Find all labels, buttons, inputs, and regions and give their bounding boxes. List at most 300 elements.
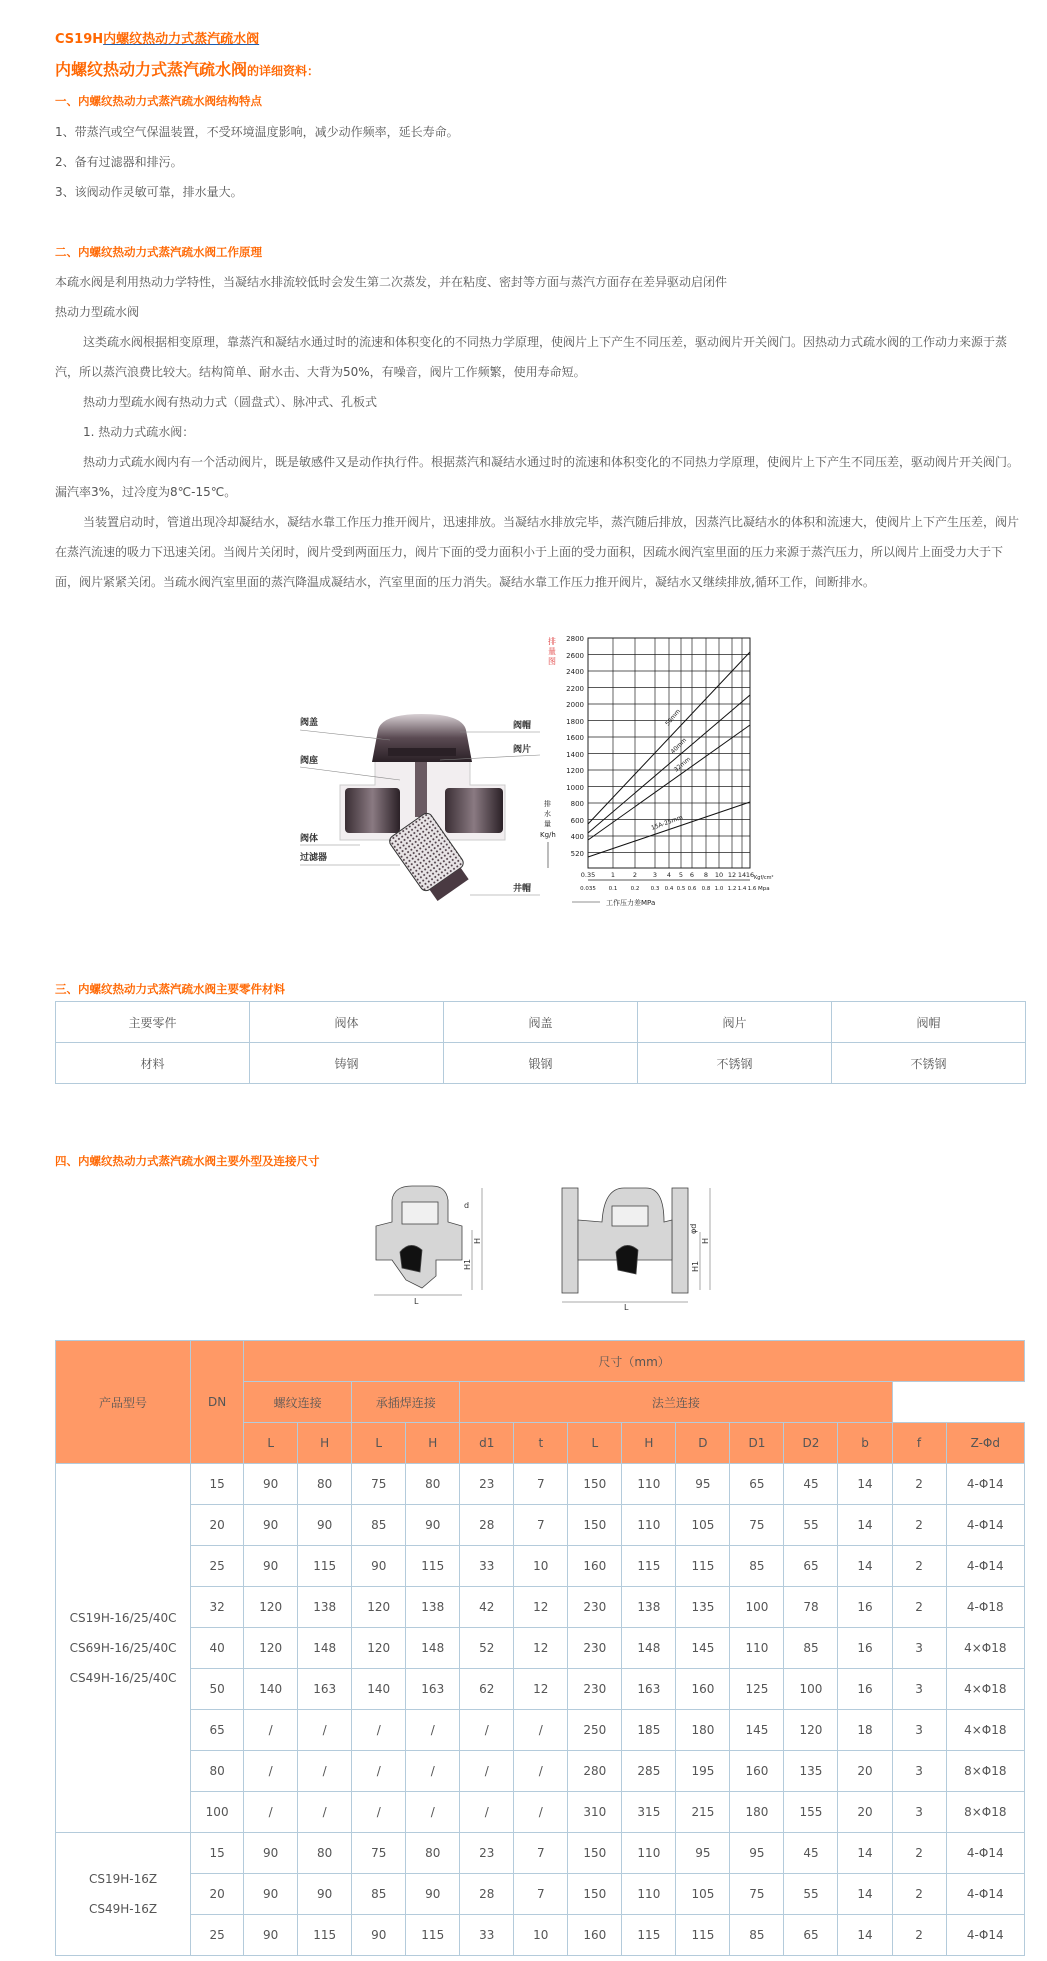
table-cell: 145 <box>730 1710 784 1751</box>
section1-heading: 一、内螺纹热动力式蒸汽疏水阀结构特点 <box>55 94 262 108</box>
table-cell: 4-Φ14 <box>946 1546 1024 1587</box>
table-cell: 90 <box>244 1505 298 1546</box>
valve-cross-section-image <box>300 700 540 905</box>
table-cell: 115 <box>298 1915 352 1956</box>
dn-cell: 15 <box>191 1833 244 1874</box>
table-cell: 105 <box>676 1505 730 1546</box>
table-cell: 85 <box>352 1505 406 1546</box>
svg-text:0.6: 0.6 <box>687 886 697 892</box>
svg-text:12: 12 <box>727 871 737 879</box>
table-cell: 80 <box>298 1833 352 1874</box>
table-cell: / <box>244 1751 298 1792</box>
col-header: b <box>838 1423 892 1464</box>
label-cap: 阀帽 <box>513 721 532 731</box>
dn-cell: 15 <box>191 1464 244 1505</box>
table-cell: 2 <box>892 1587 946 1628</box>
feature-item-1: 1、带蒸汽或空气保温装置，不受环境温度影响，减少动作频率，延长寿命。 <box>55 125 459 139</box>
table-cell: 145 <box>676 1628 730 1669</box>
svg-text:400: 400 <box>570 833 584 841</box>
svg-text:1.6: 1.6 <box>747 886 757 892</box>
table-cell: 110 <box>622 1464 676 1505</box>
table-cell: 90 <box>352 1546 406 1587</box>
table-cell: 4-Φ14 <box>946 1915 1024 1956</box>
table-cell: 14 <box>838 1833 892 1874</box>
col-header: f <box>892 1423 946 1464</box>
svg-text:2: 2 <box>632 871 638 879</box>
principle-paragraph-4: 热动力式疏水阀内有一个活动阀片，既是敏感件又是动作执行件。根据蒸汽和凝结水通过时的流速和体积变化的不同热力学原理，使阀片上下产生不同压差，驱动阀片开关阀门。漏汽率3%，过冷度为8℃-15℃。 <box>55 455 1020 499</box>
table-row <box>56 1710 1025 1751</box>
table-cell: 80 <box>298 1464 352 1505</box>
table-cell: 115 <box>406 1546 460 1587</box>
table-cell: 150 <box>568 1464 622 1505</box>
table-cell: 110 <box>622 1874 676 1915</box>
svg-text:1800: 1800 <box>566 718 584 726</box>
table-cell: 65 <box>730 1464 784 1505</box>
label-body: 阀体 <box>300 834 319 844</box>
model-name: CS49H-16Z <box>89 1902 158 1916</box>
dn-cell: 25 <box>191 1546 244 1587</box>
col-header: H <box>298 1423 352 1464</box>
table-cell: 7 <box>514 1833 568 1874</box>
table-row <box>56 1464 1025 1505</box>
svg-text:2000: 2000 <box>566 701 584 709</box>
svg-text:0.3: 0.3 <box>650 886 660 892</box>
table-cell: 4-Φ14 <box>946 1464 1024 1505</box>
table-row <box>56 1546 1025 1587</box>
valve-cutaway-icon <box>300 700 540 905</box>
svg-text:L: L <box>414 1297 419 1306</box>
table-cell: 160 <box>730 1751 784 1792</box>
table-cell: 16 <box>838 1628 892 1669</box>
table-cell: 180 <box>676 1710 730 1751</box>
header-dn: DN <box>191 1341 244 1464</box>
table-cell: 85 <box>784 1628 838 1669</box>
svg-text:3: 3 <box>652 871 658 879</box>
table-row <box>56 1874 1025 1915</box>
table-row <box>56 1505 1025 1546</box>
table-cell: 115 <box>406 1915 460 1956</box>
feature-item-3: 3、该阀动作灵敏可靠，排水量大。 <box>55 185 243 199</box>
table-cell: 110 <box>622 1833 676 1874</box>
table-cell: 12 <box>514 1628 568 1669</box>
table-row <box>56 1833 1025 1874</box>
principle-paragraph-1: 这类疏水阀根据相变原理，靠蒸汽和凝结水通过时的流速和体积变化的不同热力学原理，使阀片上下产生不同压差，驱动阀片开关阀门。因热动力式疏水阀的工作动力来源于蒸汽，所以蒸汽浪费比较大。结构简单、耐水击、大背为50%，有噪音，阀片工作频繁，使用寿命短。 <box>55 335 1008 379</box>
discharge-chart-svg <box>540 630 800 920</box>
col-header: H <box>406 1423 460 1464</box>
section4-heading: 四、内螺纹热动力式蒸汽疏水阀主要外型及连接尺寸 <box>55 1154 320 1168</box>
col-header: L <box>568 1423 622 1464</box>
table-cell: 65 <box>784 1546 838 1587</box>
table-row <box>56 1628 1025 1669</box>
table-cell: 310 <box>568 1792 622 1833</box>
table-cell: 7 <box>514 1874 568 1915</box>
table-cell: 90 <box>244 1464 298 1505</box>
table-cell: 75 <box>730 1874 784 1915</box>
table-cell: 195 <box>676 1751 730 1792</box>
table-cell: 2 <box>892 1833 946 1874</box>
header-thread: 螺纹连接 <box>244 1382 352 1423</box>
table-cell: 115 <box>676 1546 730 1587</box>
principle-intro: 本疏水阀是利用热动力学特性，当凝结水排流较低时会发生第二次蒸发，并在粘度、密封等方面与蒸汽方面存在差异驱动启闭件 <box>55 275 728 289</box>
table-cell: 14 <box>838 1464 892 1505</box>
svg-text:1600: 1600 <box>566 734 584 742</box>
table-cell: 150 <box>568 1874 622 1915</box>
model-cell <box>56 1464 191 1833</box>
svg-text:600: 600 <box>570 817 584 825</box>
svg-text:水: 水 <box>544 810 551 818</box>
product-title <box>55 28 259 47</box>
x-axis-label: 工作压力差MPa <box>606 899 656 907</box>
table-cell: 65 <box>784 1915 838 1956</box>
table-cell: 阀帽 <box>832 1002 1026 1043</box>
table-cell: 7 <box>514 1505 568 1546</box>
dn-cell: 50 <box>191 1669 244 1710</box>
chart-title-char-1: 排 <box>548 637 556 646</box>
svg-text:1000: 1000 <box>566 784 584 792</box>
table-cell: 110 <box>730 1628 784 1669</box>
table-cell: 14 <box>838 1546 892 1587</box>
svg-text:2800: 2800 <box>566 635 584 643</box>
table-cell: 主要零件 <box>56 1002 250 1043</box>
model-name: CS19H-16/25/40C <box>69 1611 177 1625</box>
table-cell: 95 <box>676 1464 730 1505</box>
dn-cell: 25 <box>191 1915 244 1956</box>
table-cell: / <box>352 1792 406 1833</box>
table-cell: 8×Φ18 <box>946 1792 1024 1833</box>
svg-text:H1: H1 <box>463 1258 472 1270</box>
col-header: L <box>244 1423 298 1464</box>
svg-text:Kgf/cm²: Kgf/cm² <box>754 875 774 881</box>
col-header: L <box>352 1423 406 1464</box>
table-cell: 163 <box>622 1669 676 1710</box>
table-row <box>56 1002 1026 1043</box>
svg-text:8: 8 <box>703 871 709 879</box>
svg-text:520: 520 <box>570 850 584 858</box>
dimension-drawing-icon <box>362 1180 720 1310</box>
table-cell: 23 <box>460 1833 514 1874</box>
table-cell: 不锈钢 <box>832 1043 1026 1084</box>
table-cell: 90 <box>406 1874 460 1915</box>
table-cell: 4-Φ14 <box>946 1505 1024 1546</box>
table-cell: 155 <box>784 1792 838 1833</box>
col-header: D2 <box>784 1423 838 1464</box>
table-cell: 3 <box>892 1669 946 1710</box>
table-cell: 230 <box>568 1587 622 1628</box>
table-cell: 100 <box>730 1587 784 1628</box>
table-cell: 铸钢 <box>250 1043 444 1084</box>
table-cell: 28 <box>460 1874 514 1915</box>
table-cell: 78 <box>784 1587 838 1628</box>
table-cell: 110 <box>622 1505 676 1546</box>
svg-text:15A-25mm: 15A-25mm <box>650 813 684 832</box>
svg-text:H: H <box>473 1237 482 1244</box>
table-cell: 120 <box>784 1710 838 1751</box>
table-cell: 163 <box>298 1669 352 1710</box>
col-header: D1 <box>730 1423 784 1464</box>
svg-text:d: d <box>464 1201 470 1210</box>
table-cell: 95 <box>676 1833 730 1874</box>
table-cell: 28 <box>460 1505 514 1546</box>
table-cell: / <box>352 1751 406 1792</box>
label-plug: 井帽 <box>513 884 532 894</box>
table-cell: 20 <box>838 1792 892 1833</box>
table-cell: / <box>460 1751 514 1792</box>
svg-text:0.8: 0.8 <box>701 886 711 892</box>
table-cell: 135 <box>676 1587 730 1628</box>
svg-text:0.35: 0.35 <box>580 871 596 879</box>
svg-text:5: 5 <box>678 871 684 879</box>
table-cell: 4-Φ14 <box>946 1874 1024 1915</box>
svg-text:L: L <box>624 1303 629 1310</box>
svg-text:0.1: 0.1 <box>608 886 618 892</box>
table-cell: 材料 <box>56 1043 250 1084</box>
table-cell: 105 <box>676 1874 730 1915</box>
table-cell: 10 <box>514 1915 568 1956</box>
label-bonnet: 阀盖 <box>300 718 319 728</box>
svg-text:1: 1 <box>610 871 616 879</box>
table-cell: 115 <box>622 1546 676 1587</box>
table-cell: 14 <box>838 1915 892 1956</box>
product-code: CS19H <box>55 32 104 47</box>
table-cell: 85 <box>352 1874 406 1915</box>
table-cell: 12 <box>514 1587 568 1628</box>
table-cell: 10 <box>514 1546 568 1587</box>
table-cell: 阀片 <box>638 1002 832 1043</box>
table-cell: 148 <box>622 1628 676 1669</box>
table-cell: 138 <box>622 1587 676 1628</box>
svg-text:排: 排 <box>544 800 551 808</box>
table-cell: / <box>406 1710 460 1751</box>
chart-title-char-3: 图 <box>548 657 556 666</box>
table-cell: 2 <box>892 1505 946 1546</box>
table-row <box>56 1915 1025 1956</box>
table-cell: / <box>514 1751 568 1792</box>
section2-heading: 二、内螺纹热动力式蒸汽疏水阀工作原理 <box>55 245 262 259</box>
table-cell: 33 <box>460 1915 514 1956</box>
table-cell: 75 <box>352 1833 406 1874</box>
svg-text:H: H <box>701 1237 710 1244</box>
table-cell: 16 <box>838 1669 892 1710</box>
table-row <box>56 1669 1025 1710</box>
table-cell: 锻钢 <box>444 1043 638 1084</box>
table-cell: 80 <box>406 1464 460 1505</box>
table-cell: 160 <box>568 1915 622 1956</box>
model-cell <box>56 1833 191 1956</box>
label-disc: 阀片 <box>513 745 532 755</box>
dn-cell: 20 <box>191 1874 244 1915</box>
table-cell: 3 <box>892 1710 946 1751</box>
table-cell: 14 <box>838 1505 892 1546</box>
model-name: CS49H-16/25/40C <box>69 1671 177 1685</box>
svg-text:0.2: 0.2 <box>630 886 640 892</box>
table-cell: / <box>298 1792 352 1833</box>
table-cell: 160 <box>568 1546 622 1587</box>
table-cell: 230 <box>568 1669 622 1710</box>
table-cell: 62 <box>460 1669 514 1710</box>
table-cell: 42 <box>460 1587 514 1628</box>
table-cell: 90 <box>244 1833 298 1874</box>
table-cell: 95 <box>730 1833 784 1874</box>
table-cell: 90 <box>298 1505 352 1546</box>
svg-text:H1: H1 <box>691 1260 700 1272</box>
table-cell: 138 <box>298 1587 352 1628</box>
table-cell: 90 <box>244 1915 298 1956</box>
col-header: t <box>514 1423 568 1464</box>
table-cell: 4×Φ18 <box>946 1669 1024 1710</box>
table-cell: 阀体 <box>250 1002 444 1043</box>
table-cell: 55 <box>784 1874 838 1915</box>
feature-item-2: 2、备有过滤器和排污。 <box>55 155 183 169</box>
svg-text:0.5: 0.5 <box>676 886 686 892</box>
table-cell: 115 <box>298 1546 352 1587</box>
principle-paragraph-2: 热动力型疏水阀有热动力式（圆盘式）、脉冲式、孔板式 <box>83 395 378 409</box>
col-header: D <box>676 1423 730 1464</box>
svg-text:1400: 1400 <box>566 751 584 759</box>
dn-cell: 20 <box>191 1505 244 1546</box>
svg-text:1.4: 1.4 <box>737 886 747 892</box>
table-cell: 不锈钢 <box>638 1043 832 1084</box>
detail-title-main: 内螺纹热动力式蒸汽疏水阀 <box>55 60 248 79</box>
table-cell: 75 <box>352 1464 406 1505</box>
table-cell: / <box>406 1751 460 1792</box>
table-cell: 45 <box>784 1833 838 1874</box>
table-cell: 12 <box>514 1669 568 1710</box>
table-cell: 52 <box>460 1628 514 1669</box>
table-cell: 3 <box>892 1792 946 1833</box>
svg-text:1.2: 1.2 <box>727 886 737 892</box>
table-cell: 160 <box>676 1669 730 1710</box>
table-cell: 90 <box>244 1874 298 1915</box>
table-cell: 85 <box>730 1915 784 1956</box>
detail-title-suffix: 的详细资料： <box>247 64 320 78</box>
table-cell: 148 <box>298 1628 352 1669</box>
table-cell: 18 <box>838 1710 892 1751</box>
col-header: H <box>622 1423 676 1464</box>
table-header-row <box>56 1341 1025 1382</box>
header-blank <box>892 1382 1024 1423</box>
svg-text:量: 量 <box>544 820 551 828</box>
principle-paragraph-5: 当装置启动时，管道出现冷却凝结水，凝结水靠工作压力推开阀片，迅速排放。当凝结水排放完毕，蒸汽随后排放，因蒸汽比凝结水的体积和流速大，使阀片上下产生压差，阀片在蒸汽流速的吸力下迅速关闭。当阀片关闭时，阀片受到两面压力，阀片下面的受力面积小于上面的受力面积，因疏水阀汽室里面的压力来源于蒸汽压力，所以阀片上面受力大于下面，阀片紧紧关闭。当疏水阀汽室里面的蒸汽降温成凝结水，汽室里面的压力消失。凝结水靠工作压力推开阀片，凝结水又继续排放,循环工作，间断排水。 <box>55 515 1020 589</box>
svg-text:50mm: 50mm <box>664 707 682 728</box>
svg-text:14: 14 <box>737 871 747 879</box>
table-cell: 2 <box>892 1915 946 1956</box>
table-cell: 120 <box>352 1628 406 1669</box>
table-cell: 2 <box>892 1464 946 1505</box>
table-cell: 250 <box>568 1710 622 1751</box>
table-row <box>56 1751 1025 1792</box>
chart-title-char-2: 量 <box>548 647 556 656</box>
table-cell: 4-Φ14 <box>946 1833 1024 1874</box>
table-cell: 75 <box>730 1505 784 1546</box>
svg-text:4: 4 <box>666 871 672 879</box>
svg-text:6: 6 <box>689 871 695 879</box>
table-row <box>56 1587 1025 1628</box>
table-cell: / <box>460 1710 514 1751</box>
table-cell: / <box>514 1710 568 1751</box>
model-name: CS19H-16Z <box>89 1872 158 1886</box>
table-cell: 85 <box>730 1546 784 1587</box>
table-cell: 90 <box>352 1915 406 1956</box>
col-header: Z-Φd <box>946 1423 1024 1464</box>
table-cell: 阀盖 <box>444 1002 638 1043</box>
table-cell: 14 <box>838 1874 892 1915</box>
table-cell: 90 <box>298 1874 352 1915</box>
table-cell: 55 <box>784 1505 838 1546</box>
table-cell: 80 <box>406 1833 460 1874</box>
table-cell: 3 <box>892 1751 946 1792</box>
table-cell: 315 <box>622 1792 676 1833</box>
svg-text:1.0: 1.0 <box>714 886 724 892</box>
svg-text:2600: 2600 <box>566 652 584 660</box>
materials-table <box>55 1001 1026 1084</box>
table-cell: 125 <box>730 1669 784 1710</box>
col-header: d1 <box>460 1423 514 1464</box>
table-cell: 4×Φ18 <box>946 1628 1024 1669</box>
table-cell: / <box>352 1710 406 1751</box>
table-cell: 185 <box>622 1710 676 1751</box>
svg-text:Kg/h: Kg/h <box>540 831 556 839</box>
table-cell: 163 <box>406 1669 460 1710</box>
table-cell: 45 <box>784 1464 838 1505</box>
table-cell: 120 <box>352 1587 406 1628</box>
dn-cell: 40 <box>191 1628 244 1669</box>
table-row <box>56 1792 1025 1833</box>
section3-heading: 三、内螺纹热动力式蒸汽疏水阀主要零件材料 <box>55 982 285 996</box>
table-cell: 115 <box>622 1915 676 1956</box>
table-cell: 33 <box>460 1546 514 1587</box>
table-cell: 135 <box>784 1751 838 1792</box>
table-cell: / <box>460 1792 514 1833</box>
table-cell: / <box>406 1792 460 1833</box>
table-cell: 90 <box>406 1505 460 1546</box>
detail-title <box>55 57 319 80</box>
table-cell: / <box>298 1710 352 1751</box>
table-cell: 8×Φ18 <box>946 1751 1024 1792</box>
table-cell: / <box>244 1710 298 1751</box>
table-cell: 140 <box>352 1669 406 1710</box>
dn-cell: 65 <box>191 1710 244 1751</box>
group1-body <box>56 1464 1025 1833</box>
table-cell: 100 <box>784 1669 838 1710</box>
svg-text:0.4: 0.4 <box>664 886 674 892</box>
table-cell: 230 <box>568 1628 622 1669</box>
dimension-drawings-image <box>362 1180 720 1310</box>
svg-text:1200: 1200 <box>566 767 584 775</box>
table-cell: 4×Φ18 <box>946 1710 1024 1751</box>
svg-text:10: 10 <box>714 871 724 879</box>
table-cell: / <box>298 1751 352 1792</box>
header-size: 尺寸（mm） <box>244 1341 1025 1382</box>
svg-text:φd: φd <box>689 1223 698 1234</box>
product-title-link[interactable]: 内螺纹热动力式蒸汽疏水阀 <box>103 32 260 47</box>
table-cell: 138 <box>406 1587 460 1628</box>
svg-text:0.035: 0.035 <box>580 886 596 892</box>
svg-text:16: 16 <box>745 871 755 879</box>
header-flange: 法兰连接 <box>460 1382 892 1423</box>
group2-body <box>56 1833 1025 1956</box>
table-cell: 140 <box>244 1669 298 1710</box>
table-cell: 285 <box>622 1751 676 1792</box>
svg-text:2400: 2400 <box>566 668 584 676</box>
label-strainer: 过滤器 <box>300 853 328 863</box>
dimensions-table <box>55 1340 1025 1956</box>
table-cell: 150 <box>568 1833 622 1874</box>
model-name: CS69H-16/25/40C <box>69 1641 177 1655</box>
svg-text:32mm: 32mm <box>672 755 693 774</box>
table-cell: 4-Φ18 <box>946 1587 1024 1628</box>
dn-cell: 100 <box>191 1792 244 1833</box>
table-cell: 2 <box>892 1874 946 1915</box>
